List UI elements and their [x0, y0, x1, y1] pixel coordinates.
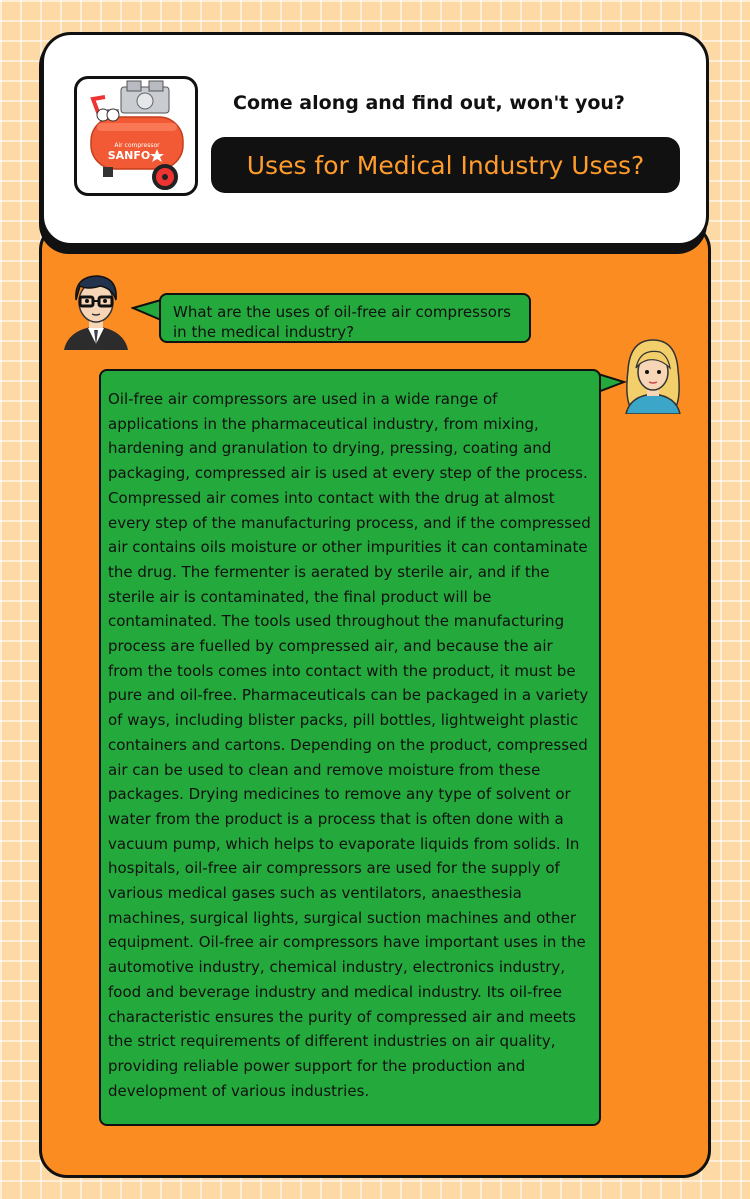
title-banner [211, 137, 680, 193]
woman-avatar-icon [620, 334, 686, 414]
page-title: Uses for Medical Industry Uses? [246, 150, 645, 180]
answer-bubble: Oil-free air compressors are used in a wide range of applications in the pharmaceutical industry, from mixing, hardening and granulation to drying, pressing, coating and packaging, compressed air is used at every step of the process. Compressed air comes into contact with the drug at almost every step of the manufacturing process, and if the compressed air contains oils moisture or other impurities it can contaminate the drug. The fermenter is aerated by sterile air, and if the sterile air is contaminated, the final product will be contaminated. The tools used throughout the manufacturing process are fuelled by compressed air, and because the air from the tools comes into contact with the product, it must be pure and oil-free. Pharmaceuticals can be packaged in a variety of ways, including blister packs, pill bottles, lightweight plastic containers and cartons. Depending on the product, compressed air can be used to clean and remove moisture from these packages. Drying medicines to remove any type of solvent or water from the product is a process that is often done with a vacuum pump, which helps to evaporate liquids from solids. In hospitals, oil-free air compressors are used for the supply of various medical gases such as ventilators, anaesthesia machines, surgical lights, surgical suction machines and other equipment. Oil-free air compressors have important uses in the automotive industry, chemical industry, electronics industry, food and beverage industry and medical industry. Its oil-free characteristic ensures the purity of compressed air and meets the strict requirements of different industries on air quality, providing reliable power support for the production and development of various industries. [99, 369, 601, 1126]
question-bubble: What are the uses of oil-free air compressors in the medical industry? [159, 293, 531, 343]
product-label: Air compressor [114, 142, 160, 149]
tagline: Come along and find out, won't you? [233, 92, 625, 114]
answer-bubble-tail [598, 372, 628, 398]
product-image [74, 76, 198, 196]
air-compressor-icon [77, 79, 195, 193]
man-avatar-icon [60, 270, 132, 352]
product-brand: SANFO [107, 149, 151, 162]
